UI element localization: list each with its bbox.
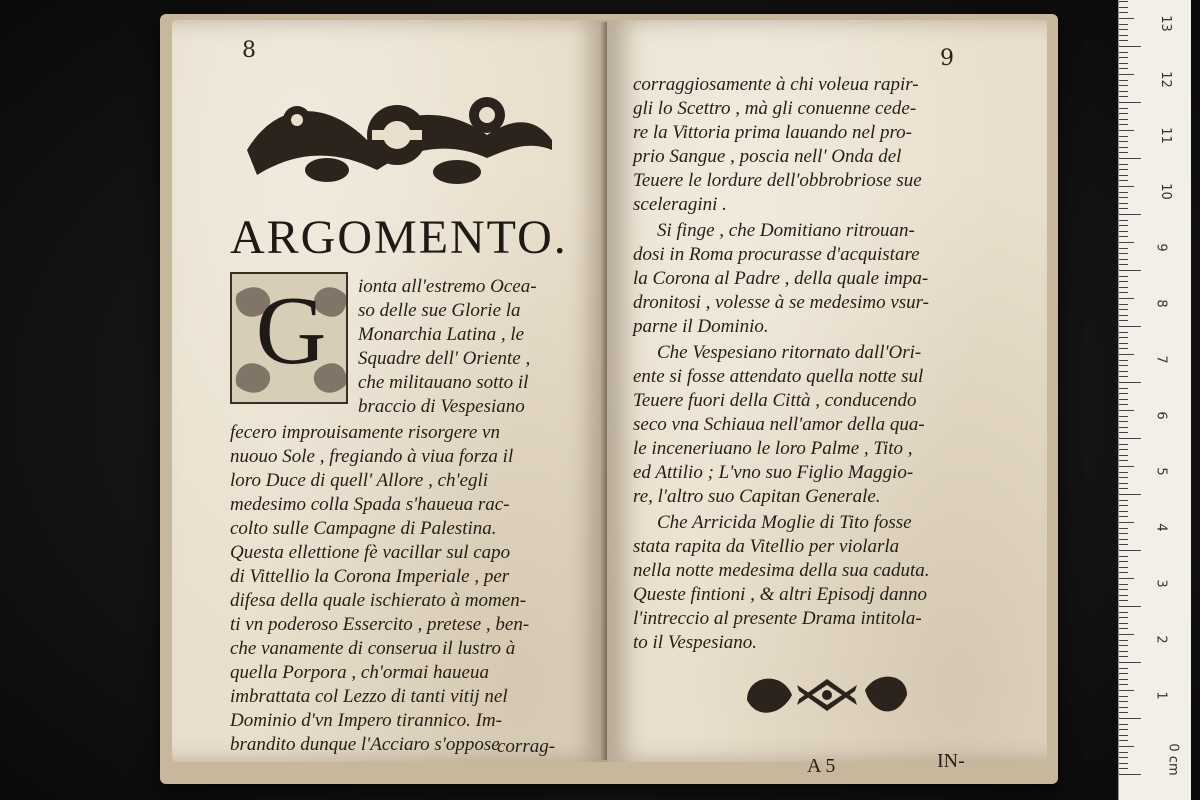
- right-line-22: Queste fintioni , & altri Episodj danno: [633, 584, 927, 605]
- ruler-tick: [1119, 472, 1128, 473]
- ruler-tick: [1119, 124, 1128, 125]
- ruler-tick: [1119, 707, 1128, 708]
- ruler-tick: [1119, 724, 1128, 725]
- ruler-tick: [1119, 656, 1128, 657]
- ruler-tick: [1119, 584, 1128, 585]
- decorated-initial-G: [230, 272, 348, 404]
- ruler-tick: [1119, 24, 1128, 25]
- right-line-4: prio Sangue , poscia nell' Onda del: [633, 146, 902, 167]
- ruler-tick: [1119, 309, 1128, 310]
- ruler-label-9: 9: [1153, 243, 1169, 252]
- left-page-number: 8: [242, 38, 256, 63]
- ruler-tick: [1119, 203, 1128, 204]
- right-line-18: re, l'altro suo Capitan Generale.: [633, 486, 881, 507]
- right-line-16: le inceneriuano le loro Palme , Tito ,: [633, 438, 913, 459]
- right-page-number: 9: [940, 46, 954, 71]
- ruler-tick: [1119, 376, 1128, 377]
- ruler-tick: [1119, 63, 1128, 64]
- ruler-tick: [1119, 651, 1128, 652]
- ruler-tick: [1119, 113, 1128, 114]
- ruler-tick: [1119, 270, 1141, 271]
- ruler-label-1: 1: [1153, 691, 1169, 700]
- ruler-tick: [1119, 404, 1128, 405]
- right-page: [607, 20, 1047, 777]
- ruler-tick: [1119, 382, 1141, 383]
- ruler-tick: [1119, 712, 1128, 713]
- ruler-label-8: 8: [1153, 299, 1169, 308]
- ruler-tick: [1119, 505, 1128, 506]
- ruler-tick: [1119, 567, 1128, 568]
- right-line-13: ente si fosse attendato quella notte sul: [633, 366, 924, 387]
- ruler-tick: [1119, 57, 1128, 58]
- right-line-2: gli lo Scettro , mà gli conuenne cede-: [633, 98, 917, 119]
- ruler-tick: [1119, 768, 1128, 769]
- ruler-tick: [1119, 164, 1128, 165]
- drop-cap-letter: G: [255, 277, 327, 385]
- left-line-14: difesa della quale ischierato à momen-: [230, 590, 527, 611]
- right-line-20: stata rapita da Vitellio per violarla: [633, 536, 900, 557]
- right-catchword: IN-: [937, 750, 965, 772]
- ruler-tick: [1119, 690, 1134, 691]
- ruler-tick: [1119, 455, 1128, 456]
- ruler-tick: [1119, 326, 1141, 327]
- ruler-tick: [1119, 662, 1141, 663]
- ruler-tick: [1119, 119, 1128, 120]
- ruler-tick: [1119, 746, 1134, 747]
- ruler-tick: [1119, 46, 1141, 47]
- ruler-label-12: 12: [1157, 71, 1173, 88]
- ruler-tick: [1119, 617, 1128, 618]
- ruler-tick: [1119, 432, 1128, 433]
- ruler-tick: [1119, 1, 1128, 2]
- ruler-tick: [1119, 393, 1128, 394]
- ruler-tick: [1119, 500, 1128, 501]
- ruler-tick: [1119, 399, 1128, 400]
- floral-ornament-header: [237, 80, 557, 195]
- ruler-tick: [1119, 460, 1128, 461]
- left-line-18: imbrattata col Lezzo di tanti vitij nel: [230, 686, 508, 707]
- right-line-23: l'intreccio al presente Drama intitola-: [633, 608, 922, 629]
- ruler-tick: [1119, 533, 1128, 534]
- right-line-19: Che Arricida Moglie di Tito fosse: [657, 512, 912, 533]
- left-catchword: corrag-: [497, 736, 556, 757]
- argomento-heading: ARGOMENTO.: [230, 211, 568, 264]
- ruler-tick: [1119, 197, 1128, 198]
- ruler-tick: [1119, 259, 1128, 260]
- ruler-tick: [1119, 544, 1128, 545]
- ruler-tick: [1119, 231, 1128, 232]
- tailpiece-ornament: [737, 665, 917, 725]
- ruler-tick: [1119, 735, 1128, 736]
- ruler-tick: [1119, 130, 1134, 131]
- ruler-label-13: 13: [1157, 15, 1173, 32]
- ruler-tick: [1119, 147, 1128, 148]
- left-line-7: fecero improuisamente risorgere vn: [230, 422, 500, 443]
- ruler-tick: [1119, 175, 1128, 176]
- ruler-tick: [1119, 416, 1128, 417]
- ruler-tick: [1119, 287, 1128, 288]
- ruler-label-6: 6: [1153, 411, 1169, 420]
- ruler-tick: [1119, 494, 1141, 495]
- ruler-tick: [1119, 80, 1128, 81]
- ruler-tick: [1119, 348, 1128, 349]
- right-line-6: sceleragini .: [633, 194, 727, 215]
- left-line-8: nuouo Sole , fregiando à viua forza il: [230, 446, 514, 467]
- ruler-tick: [1119, 332, 1128, 333]
- ruler-tick: [1119, 281, 1128, 282]
- ruler-tick: [1119, 634, 1134, 635]
- ruler-tick: [1119, 556, 1128, 557]
- ruler-tick: [1119, 623, 1128, 624]
- ruler-tick: [1119, 729, 1128, 730]
- left-line-9: loro Duce di quell' Allore , ch'egli: [230, 470, 489, 491]
- right-line-21: nella notte medesima della sua caduta.: [633, 560, 930, 581]
- ruler-tick: [1119, 522, 1134, 523]
- left-line-10: medesimo colla Spada s'haueua rac-: [230, 494, 510, 515]
- ruler-tick: [1119, 7, 1128, 8]
- right-line-12: Che Vespesiano ritornato dall'Ori-: [657, 342, 922, 363]
- ruler-tick: [1119, 214, 1141, 215]
- ruler-tick: [1119, 561, 1128, 562]
- ruler-tick: [1119, 141, 1128, 142]
- left-line-3: Monarchia Latina , le: [358, 324, 525, 345]
- ruler-tick: [1119, 427, 1128, 428]
- ruler-tick: [1119, 292, 1128, 293]
- ruler-tick: [1119, 96, 1128, 97]
- ruler-tick: [1119, 628, 1128, 629]
- ruler-tick: [1119, 102, 1141, 103]
- ruler-tick: [1119, 360, 1128, 361]
- ruler-tick: [1119, 684, 1128, 685]
- ruler-tick: [1119, 264, 1128, 265]
- ruler-tick: [1119, 421, 1128, 422]
- ruler-label-5: 5: [1153, 467, 1169, 476]
- ruler-tick: [1119, 343, 1128, 344]
- ruler-tick: [1119, 612, 1128, 613]
- ruler-tick: [1119, 208, 1128, 209]
- ruler-tick: [1119, 225, 1128, 226]
- left-page: [172, 20, 607, 762]
- ruler-tick: [1119, 18, 1134, 19]
- ruler-tick: [1119, 136, 1128, 137]
- ruler-tick: [1119, 320, 1128, 321]
- ruler-tick: [1119, 679, 1128, 680]
- ruler-tick: [1119, 673, 1128, 674]
- ruler-tick: [1119, 337, 1128, 338]
- right-line-9: la Corona al Padre , della quale impa-: [633, 268, 929, 289]
- ruler-tick: [1119, 35, 1128, 36]
- left-line-13: di Vittellio la Corona Imperiale , per: [230, 566, 510, 587]
- ruler-tick: [1119, 595, 1128, 596]
- ruler-tick: [1119, 180, 1128, 181]
- left-line-11: colto sulle Campagne di Palestina.: [230, 518, 497, 539]
- ruler-label-7: 7: [1153, 355, 1169, 364]
- ruler-tick: [1119, 640, 1128, 641]
- ruler-tick: [1119, 550, 1141, 551]
- ruler-tick: [1119, 253, 1128, 254]
- ruler-tick: [1119, 696, 1128, 697]
- signature-mark: A 5: [807, 755, 836, 777]
- ruler-tick: [1119, 12, 1128, 13]
- ruler-tick: [1119, 589, 1128, 590]
- right-line-3: re la Vittoria prima lauando nel pro-: [633, 122, 913, 143]
- left-line-19: Dominio d'vn Impero tirannico. Im-: [230, 710, 502, 731]
- ruler-tick: [1119, 242, 1134, 243]
- ruler-tick: [1119, 763, 1128, 764]
- ruler-tick: [1119, 477, 1128, 478]
- ruler-tick: [1119, 276, 1128, 277]
- ruler-tick: [1119, 220, 1128, 221]
- ruler-tick: [1119, 29, 1128, 30]
- right-line-14: Teuere fuori della Città , conducendo: [633, 390, 917, 411]
- left-line-5: che militauano sotto il: [358, 372, 529, 393]
- right-line-10: dronitosi , volesse à se medesimo vsur-: [633, 292, 930, 313]
- ruler-tick: [1119, 516, 1128, 517]
- ruler-tick: [1119, 236, 1128, 237]
- right-line-8: dosi in Roma procurasse d'acquistare: [633, 244, 920, 265]
- measuring-ruler: [1118, 0, 1191, 800]
- ruler-tick: [1119, 606, 1141, 607]
- ruler-tick: [1119, 718, 1141, 719]
- ruler-tick: [1119, 600, 1128, 601]
- ruler-tick: [1119, 169, 1128, 170]
- ruler-tick: [1119, 410, 1134, 411]
- ruler-tick: [1119, 52, 1128, 53]
- left-line-2: so delle sue Glorie la: [358, 300, 521, 321]
- ruler-tick: [1119, 158, 1141, 159]
- left-line-1: ionta all'estremo Ocea-: [358, 276, 537, 297]
- ruler-tick: [1119, 438, 1141, 439]
- ruler-tick: [1119, 645, 1128, 646]
- ruler-tick: [1119, 578, 1134, 579]
- ruler-tick: [1119, 248, 1128, 249]
- ruler-tick: [1119, 466, 1134, 467]
- right-line-1: corraggiosamente à chi voleua rapir-: [633, 74, 919, 95]
- ruler-tick: [1119, 752, 1128, 753]
- ruler-tick: [1119, 91, 1128, 92]
- left-line-20: brandito dunque l'Acciaro s'oppose: [230, 734, 500, 755]
- ruler-tick: [1119, 371, 1128, 372]
- ruler-tick: [1119, 488, 1128, 489]
- ruler-tick: [1119, 740, 1128, 741]
- ruler-tick: [1119, 449, 1128, 450]
- left-line-6: braccio di Vespesiano: [358, 396, 525, 417]
- right-line-5: Teuere le lordure dell'obbrobriose sue: [633, 170, 922, 191]
- ruler-tick: [1119, 572, 1128, 573]
- ruler-tick: [1119, 315, 1128, 316]
- right-line-24: to il Vespesiano.: [633, 632, 758, 653]
- ruler-tick: [1119, 388, 1128, 389]
- ruler-tick: [1119, 511, 1128, 512]
- ruler-tick: [1119, 757, 1128, 758]
- ruler-tick: [1119, 40, 1128, 41]
- ruler-tick: [1119, 85, 1128, 86]
- ruler-tick: [1119, 152, 1128, 153]
- ruler-tick: [1119, 774, 1141, 775]
- ruler-tick: [1119, 354, 1134, 355]
- right-line-7: Si finge , che Domitiano ritrouan-: [657, 220, 915, 241]
- left-line-15: ti vn poderoso Essercito , pretese , ben-: [230, 614, 530, 635]
- right-line-11: parne il Dominio.: [633, 316, 769, 337]
- right-line-15: seco vna Schiaua nell'amor della qua-: [633, 414, 925, 435]
- ruler-tick: [1119, 68, 1128, 69]
- ruler-label-11: 11: [1157, 127, 1173, 144]
- left-line-12: Questa ellettione fè vacillar sul capo: [230, 542, 511, 563]
- ruler-tick: [1119, 668, 1128, 669]
- left-line-17: quella Porpora , ch'ormai haueua: [230, 662, 489, 683]
- ruler-tick: [1119, 108, 1128, 109]
- ruler-label-unit: 0 cm: [1165, 743, 1181, 776]
- ruler-tick: [1119, 186, 1134, 187]
- ruler-tick: [1119, 483, 1128, 484]
- ruler-tick: [1119, 192, 1128, 193]
- ruler-tick: [1119, 444, 1128, 445]
- ruler-tick: [1119, 539, 1128, 540]
- ruler-tick: [1119, 74, 1134, 75]
- ruler-label-4: 4: [1153, 523, 1169, 532]
- left-line-4: Squadre dell' Oriente ,: [358, 348, 531, 369]
- ruler-label-3: 3: [1153, 579, 1169, 588]
- ruler-label-2: 2: [1153, 635, 1169, 644]
- ruler-tick: [1119, 304, 1128, 305]
- ruler-tick: [1119, 298, 1134, 299]
- left-line-16: che vanamente di conserua il lustro à: [230, 638, 516, 659]
- ruler-tick: [1119, 365, 1128, 366]
- right-line-17: ed Attilio ; L'vno suo Figlio Maggio-: [633, 462, 914, 483]
- ruler-tick: [1119, 701, 1128, 702]
- ruler-label-10: 10: [1157, 183, 1173, 200]
- ruler-tick: [1119, 528, 1128, 529]
